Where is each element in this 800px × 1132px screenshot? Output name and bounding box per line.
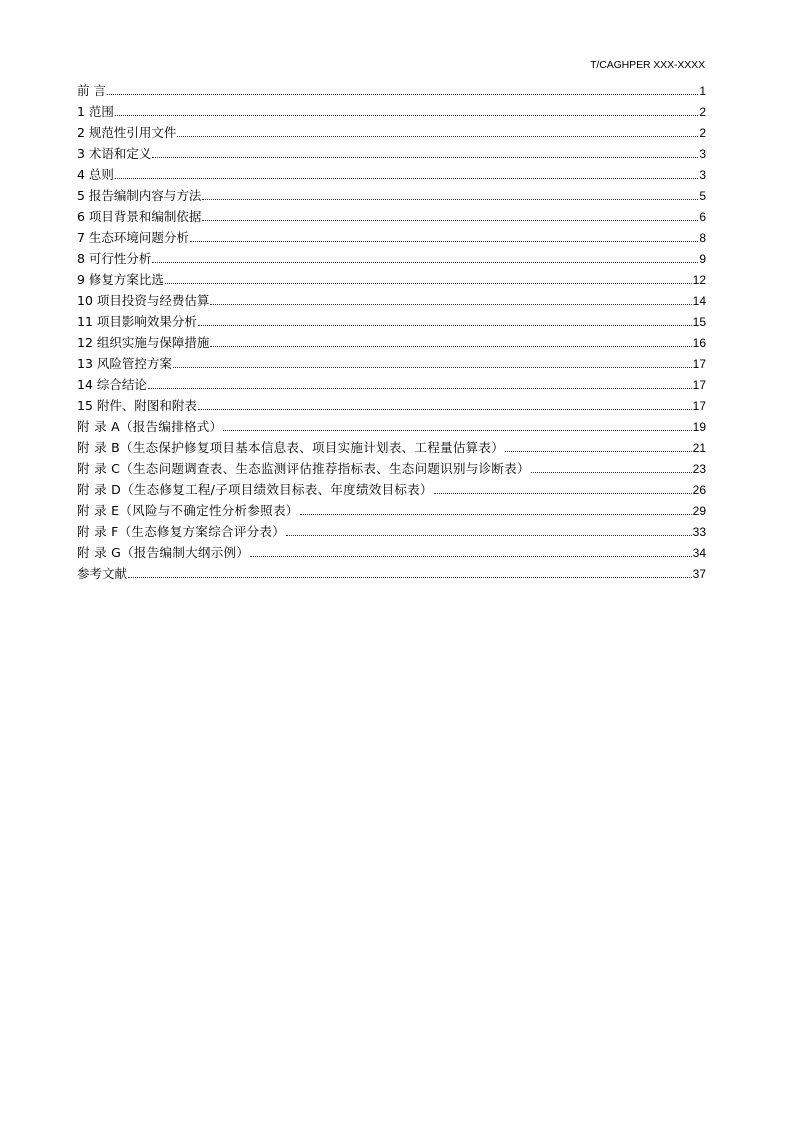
toc-entry-page: 3 <box>699 147 706 161</box>
toc-entry-page: 16 <box>692 336 706 350</box>
toc-entry-title: 5 报告编制内容与方法 <box>77 188 202 203</box>
dot-leader <box>115 103 698 119</box>
dot-leader <box>165 271 692 287</box>
dot-leader <box>190 229 698 245</box>
toc-entry-title: 13 风险管控方案 <box>77 356 172 371</box>
toc-entry-title: 附 录 A（报告编排格式） <box>77 419 223 434</box>
toc-entry-references[interactable] <box>77 561 706 582</box>
dot-leader <box>210 292 691 308</box>
toc-entry-2[interactable] <box>77 120 706 141</box>
toc-entry-page: 9 <box>699 252 706 266</box>
toc-entry-8[interactable] <box>77 246 706 267</box>
toc-entry-title: 12 组织实施与保障措施 <box>77 335 210 350</box>
dot-leader <box>210 334 691 350</box>
table-of-contents <box>77 78 706 582</box>
dot-leader <box>202 208 698 224</box>
toc-entry-4[interactable] <box>77 162 706 183</box>
toc-entry-title: 4 总则 <box>77 167 114 182</box>
toc-entry-foreword[interactable] <box>77 78 706 99</box>
toc-entry-title: 参考文献 <box>77 566 128 581</box>
dot-leader <box>198 397 692 413</box>
toc-entry-title: 6 项目背景和编制依据 <box>77 209 202 224</box>
dot-leader <box>202 187 698 203</box>
toc-entry-11[interactable] <box>77 309 706 330</box>
toc-entry-title: 附 录 E（风险与不确定性分析参照表） <box>77 503 299 518</box>
dot-leader <box>250 544 692 560</box>
dot-leader <box>223 418 691 434</box>
toc-entry-title: 前 言 <box>77 83 106 98</box>
toc-entry-page: 15 <box>692 315 706 329</box>
toc-entry-appendix-b[interactable] <box>77 435 706 456</box>
toc-entry-page: 23 <box>692 462 706 476</box>
toc-entry-page: 17 <box>692 378 706 392</box>
toc-entry-page: 1 <box>699 84 706 98</box>
toc-entry-title: 7 生态环境问题分析 <box>77 230 189 245</box>
toc-entry-appendix-d[interactable] <box>77 477 706 498</box>
dot-leader <box>286 523 692 539</box>
toc-entry-title: 15 附件、附图和附表 <box>77 398 197 413</box>
toc-entry-page: 17 <box>692 399 706 413</box>
dot-leader <box>152 250 698 266</box>
dot-leader <box>300 502 692 518</box>
toc-entry-10[interactable] <box>77 288 706 309</box>
toc-entry-title: 附 录 G（报告编制大纲示例） <box>77 545 250 560</box>
toc-entry-page: 19 <box>692 420 706 434</box>
toc-entry-page: 26 <box>692 483 706 497</box>
toc-entry-appendix-a[interactable] <box>77 414 706 435</box>
toc-entry-page: 12 <box>692 273 706 287</box>
toc-entry-title: 附 录 B（生态保护修复项目基本信息表、项目实施计划表、工程量估算表） <box>77 440 505 455</box>
dot-leader <box>434 481 692 497</box>
toc-entry-page: 2 <box>699 105 706 119</box>
toc-entry-page: 21 <box>692 441 706 455</box>
toc-entry-15[interactable] <box>77 393 706 414</box>
toc-entry-title: 10 项目投资与经费估算 <box>77 293 210 308</box>
dot-leader <box>152 145 698 161</box>
toc-entry-14[interactable] <box>77 372 706 393</box>
toc-entry-title: 附 录 C（生态问题调查表、生态监测评估推荐指标表、生态问题识别与诊断表） <box>77 461 530 476</box>
toc-entry-page: 33 <box>692 525 706 539</box>
dot-leader <box>505 439 692 455</box>
document-code: T/CAGHPER XXX-XXXX <box>590 59 705 71</box>
toc-entry-page: 8 <box>699 231 706 245</box>
toc-entry-page: 3 <box>699 168 706 182</box>
toc-entry-appendix-c[interactable] <box>77 456 706 477</box>
toc-entry-title: 9 修复方案比选 <box>77 272 164 287</box>
toc-entry-title: 14 综合结论 <box>77 377 147 392</box>
toc-entry-appendix-e[interactable] <box>77 498 706 519</box>
toc-entry-page: 14 <box>692 294 706 308</box>
dot-leader <box>531 460 692 476</box>
toc-entry-13[interactable] <box>77 351 706 372</box>
toc-entry-page: 29 <box>692 504 706 518</box>
toc-entry-title: 附 录 D（生态修复工程/子项目绩效目标表、年度绩效目标表） <box>77 482 433 497</box>
dot-leader <box>107 82 698 98</box>
toc-entry-title: 8 可行性分析 <box>77 251 152 266</box>
toc-entry-9[interactable] <box>77 267 706 288</box>
dot-leader <box>148 376 692 392</box>
toc-entry-12[interactable] <box>77 330 706 351</box>
toc-entry-page: 34 <box>692 546 706 560</box>
toc-entry-page: 37 <box>692 567 706 581</box>
toc-entry-page: 2 <box>699 126 706 140</box>
toc-entry-page: 5 <box>699 189 706 203</box>
toc-entry-1[interactable] <box>77 99 706 120</box>
toc-entry-title: 11 项目影响效果分析 <box>77 314 197 329</box>
dot-leader <box>198 313 692 329</box>
toc-entry-6[interactable] <box>77 204 706 225</box>
dot-leader <box>115 166 698 182</box>
toc-entry-7[interactable] <box>77 225 706 246</box>
dot-leader <box>173 355 692 371</box>
toc-entry-page: 6 <box>699 210 706 224</box>
toc-entry-title: 附 录 F（生态修复方案综合评分表） <box>77 524 286 539</box>
toc-entry-5[interactable] <box>77 183 706 204</box>
toc-entry-appendix-f[interactable] <box>77 519 706 540</box>
dot-leader <box>128 565 692 581</box>
dot-leader <box>177 124 698 140</box>
toc-entry-title: 2 规范性引用文件 <box>77 125 177 140</box>
toc-entry-page: 17 <box>692 357 706 371</box>
toc-entry-3[interactable] <box>77 141 706 162</box>
toc-entry-appendix-g[interactable] <box>77 540 706 561</box>
toc-entry-title: 1 范围 <box>77 104 114 119</box>
toc-entry-title: 3 术语和定义 <box>77 146 152 161</box>
